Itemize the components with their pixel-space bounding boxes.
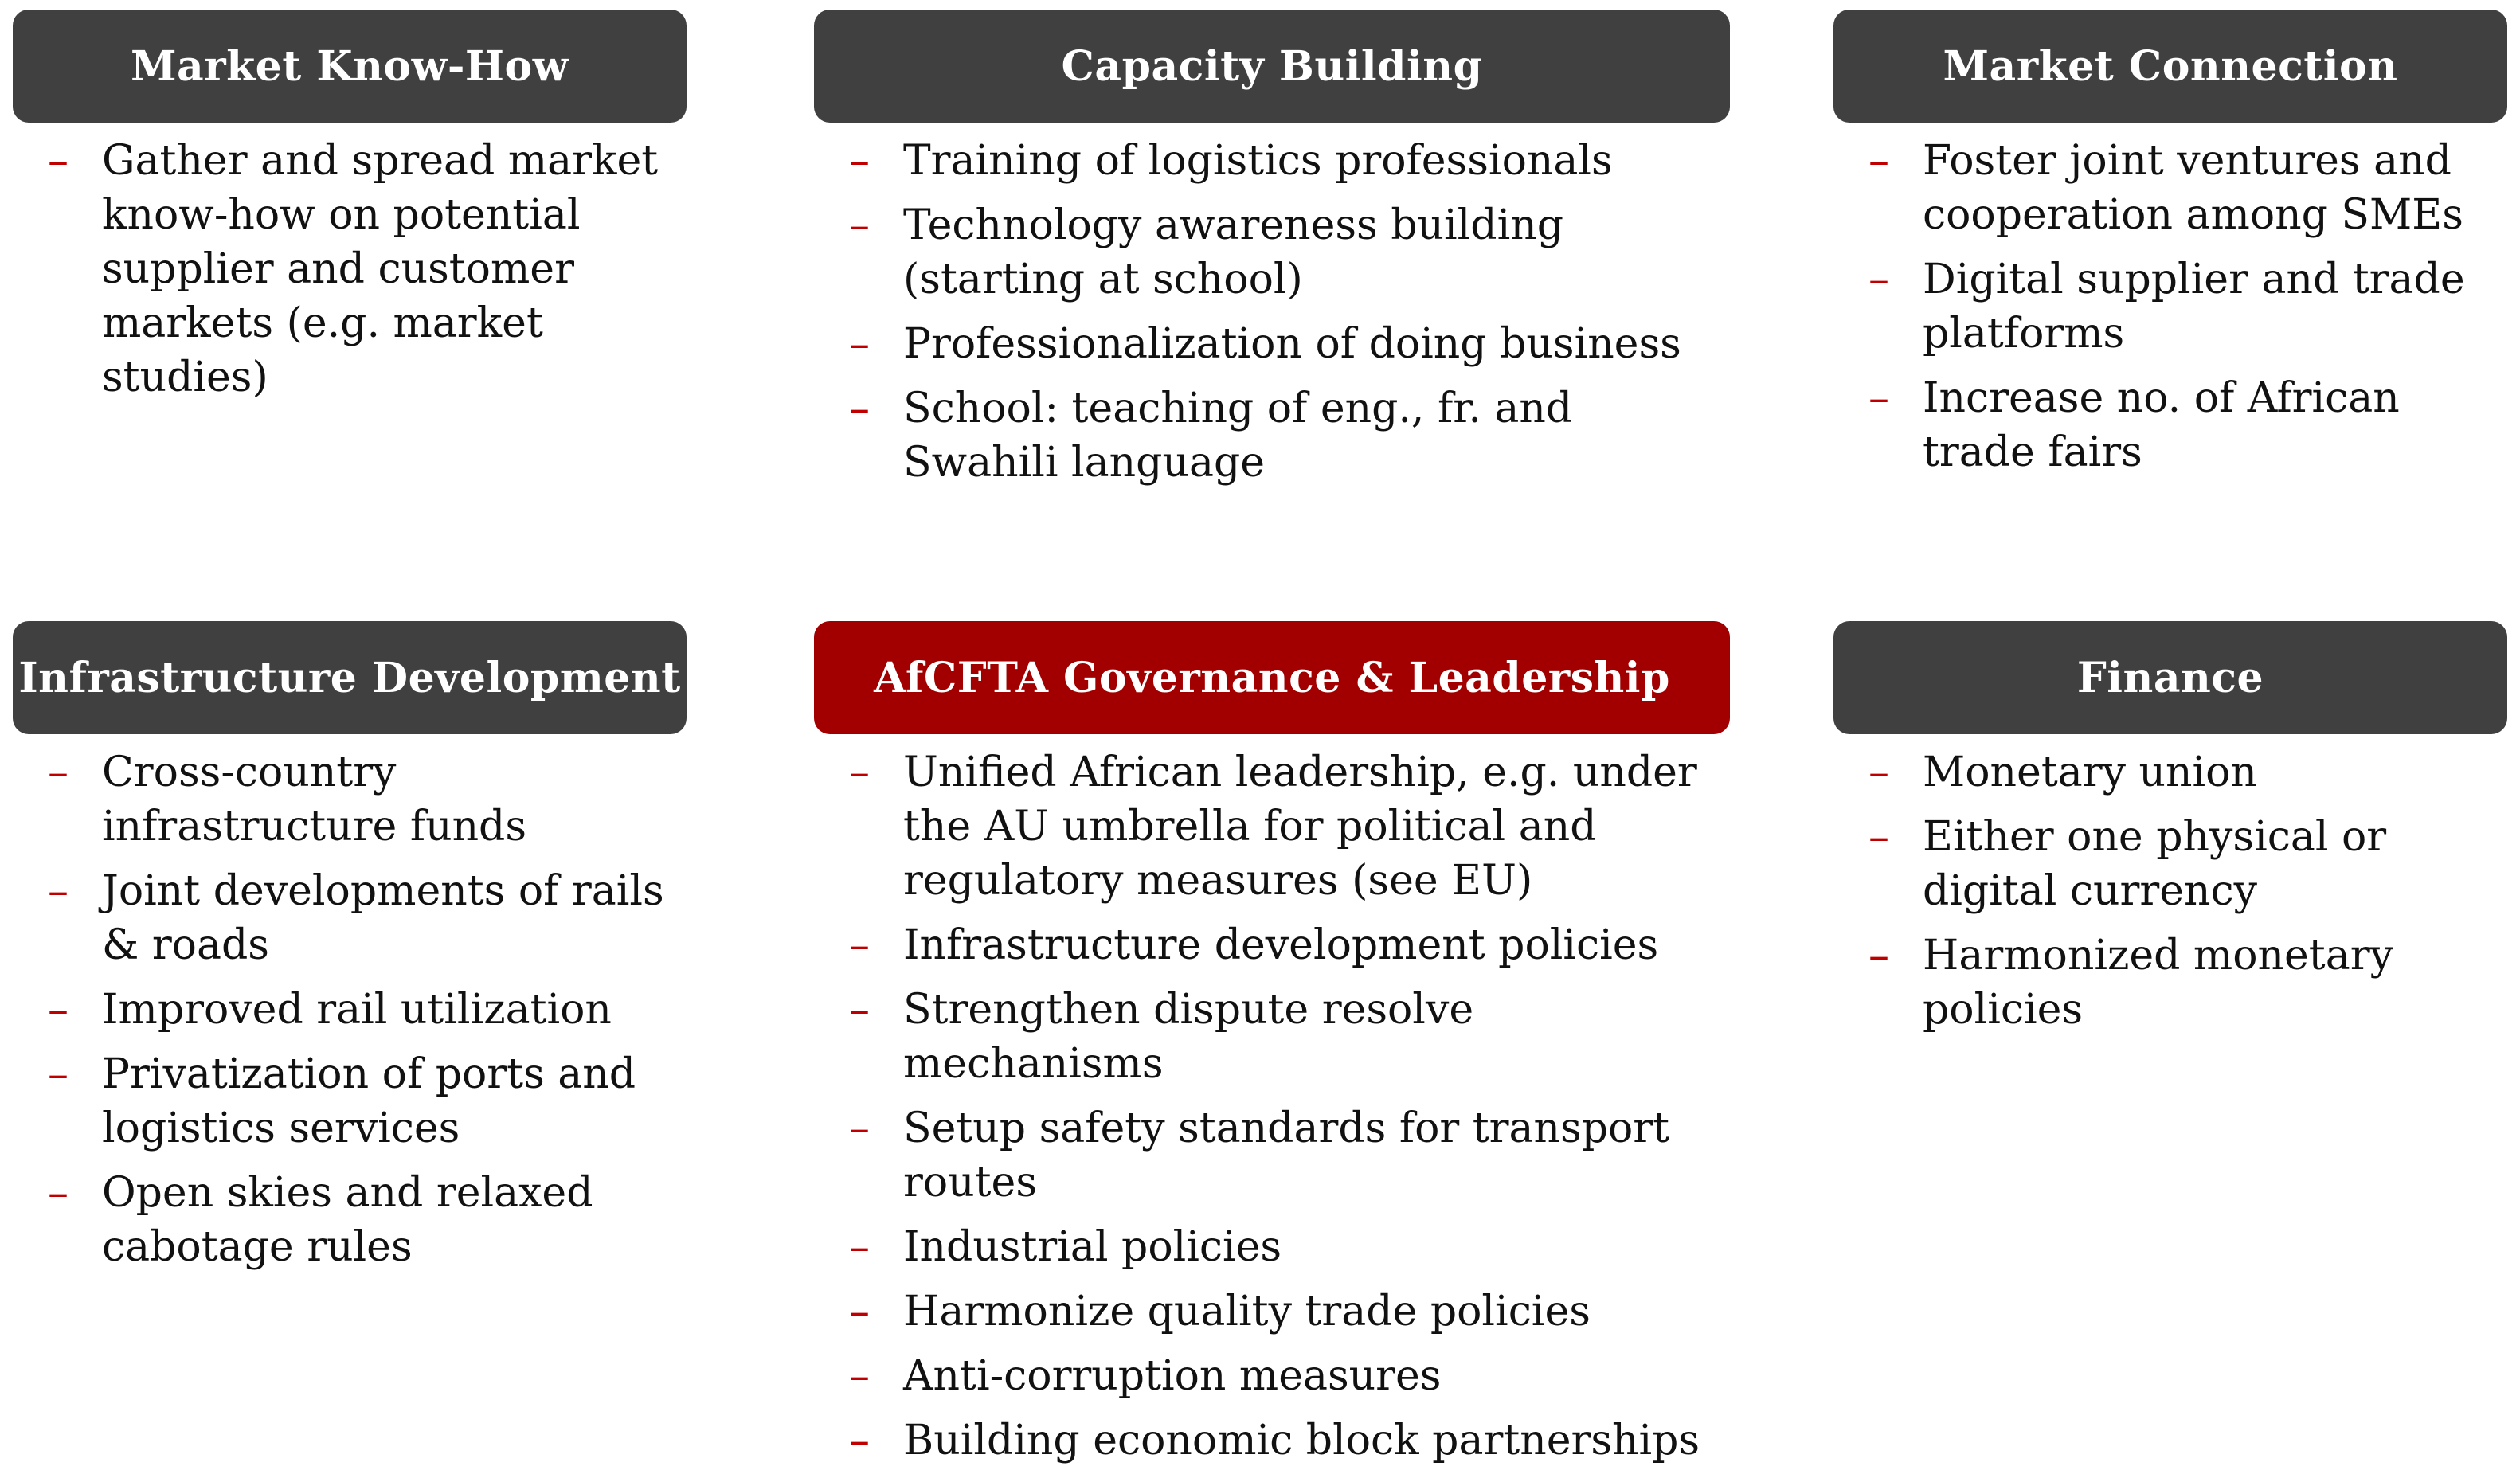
list-item: – Training of logistics professionals (814, 134, 1730, 188)
list-item: – Privatization of ports and logistics services (13, 1047, 687, 1155)
list-item: – Professionalization of doing business (814, 317, 1730, 371)
list-item: – Infrastructure development policies (814, 918, 1730, 972)
list-item: – Harmonize quality trade policies (814, 1284, 1730, 1339)
list-item: – Digital supplier and trade platforms (1833, 252, 2507, 361)
dash-icon: – (1868, 932, 1889, 979)
list-item: – Industrial policies (814, 1220, 1730, 1274)
dash-icon: – (849, 201, 870, 249)
dash-icon: – (849, 385, 870, 432)
dash-icon: – (849, 1417, 870, 1464)
dash-icon: – (849, 1352, 870, 1400)
card-title: Finance (1833, 621, 2507, 734)
card-title: Capacity Building (814, 10, 1730, 123)
dash-icon: – (48, 137, 68, 185)
list-item: – Cross-country infrastructure funds (13, 745, 687, 854)
dash-icon: – (1868, 813, 1889, 861)
card-finance (1833, 621, 2507, 1047)
card-title: Market Connection (1833, 10, 2507, 123)
bullet-list (1833, 745, 2507, 1037)
bullet-list (814, 134, 1730, 490)
card-afcfta-governance-leadership (814, 621, 1730, 1478)
list-item: – Anti-corruption measures (814, 1349, 1730, 1403)
dash-icon: – (849, 137, 870, 185)
bullet-list (13, 134, 666, 405)
dash-icon: – (849, 1288, 870, 1335)
card-title: Infrastructure Development (13, 621, 687, 734)
list-item: – School: teaching of eng., fr. and Swahili language (814, 381, 1730, 490)
card-capacity-building (814, 10, 1730, 500)
bullet-list (1833, 134, 2507, 479)
dash-icon: – (849, 1223, 870, 1271)
bullet-list (814, 745, 1730, 1468)
dash-icon: – (48, 1169, 68, 1217)
dash-icon: – (48, 1050, 68, 1098)
dash-icon: – (48, 867, 68, 915)
list-item: – Setup safety standards for transport routes (814, 1101, 1730, 1210)
list-item: – Strengthen dispute resolve mechanisms (814, 983, 1730, 1091)
card-title: AfCFTA Governance & Leadership (814, 621, 1730, 734)
dash-icon: – (849, 921, 870, 969)
dash-icon: – (849, 986, 870, 1034)
dash-icon: – (849, 749, 870, 796)
dash-icon: – (1868, 374, 1889, 422)
card-infrastructure-development (13, 621, 687, 1284)
list-item: – Building economic block partnerships (814, 1413, 1730, 1468)
list-item: – Foster joint ventures and cooperation among SMEs (1833, 134, 2507, 242)
dash-icon: – (849, 320, 870, 368)
list-item: – Unified African leadership, e.g. under the AU umbrella for political and regulatory measures (see EU) (814, 745, 1730, 908)
list-item: – Technology awareness building (starting at school) (814, 198, 1730, 307)
card-market-connection (1833, 10, 2507, 490)
list-item: – Harmonized monetary policies (1833, 929, 2507, 1037)
dash-icon: – (849, 1105, 870, 1152)
list-item: – Open skies and relaxed cabotage rules (13, 1166, 687, 1274)
list-item: – Monetary union (1833, 745, 2507, 800)
list-item: – Either one physical or digital currency (1833, 810, 2507, 918)
list-item: – Gather and spread market know-how on potential supplier and customer markets (e.g. market studies) (13, 134, 666, 405)
dash-icon: – (1868, 749, 1889, 796)
card-market-know-how (13, 10, 687, 415)
bullet-list (13, 745, 687, 1274)
list-item: – Improved rail utilization (13, 983, 687, 1037)
list-item: – Increase no. of African trade fairs (1833, 371, 2507, 479)
dash-icon: – (1868, 256, 1889, 303)
dash-icon: – (48, 749, 68, 796)
dash-icon: – (48, 986, 68, 1034)
card-title: Market Know-How (13, 10, 687, 123)
dash-icon: – (1868, 137, 1889, 185)
list-item: – Joint developments of rails & roads (13, 864, 687, 972)
